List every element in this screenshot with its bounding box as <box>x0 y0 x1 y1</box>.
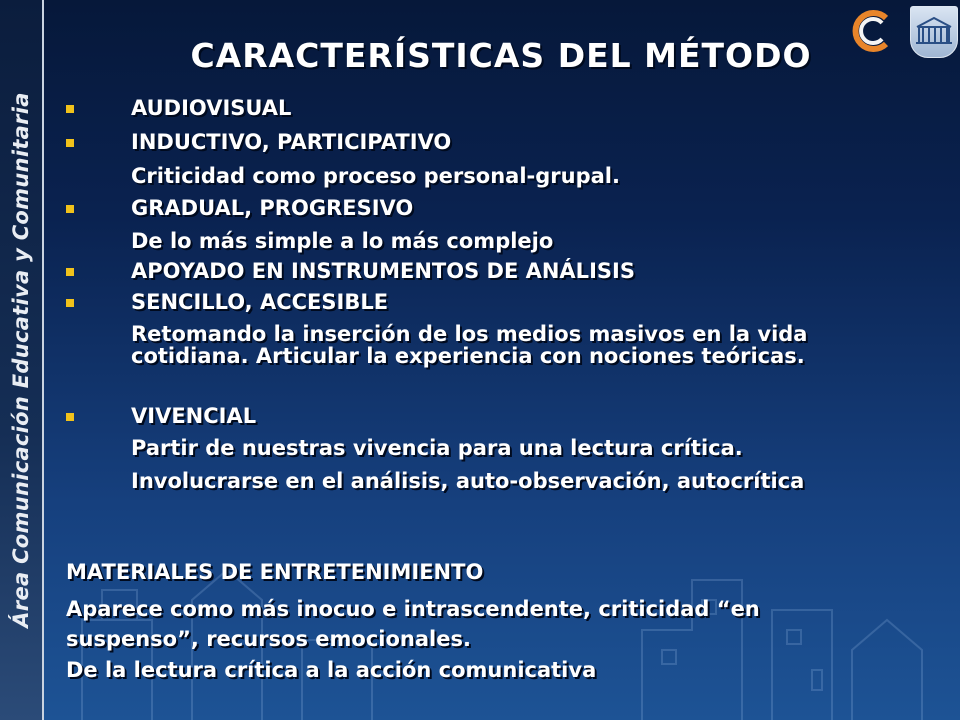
footer-heading: MATERIALES DE ENTRETENIMIENTO <box>66 560 484 584</box>
footer-line-2: suspenso”, recursos emocionales. <box>66 627 471 651</box>
list-item: APOYADO EN INSTRUMENTOS DE ANÁLISIS <box>131 259 635 283</box>
footer-line-3: De la lectura crítica a la acción comunicativa <box>66 658 597 682</box>
footer-line-1: Aparece como más inocuo e intrascendente, criticidad “en <box>66 597 760 621</box>
bullet-square-icon <box>66 299 74 307</box>
sidebar-label: Área Comunicación Educativa y Comunitaria <box>9 92 33 628</box>
list-item-detail: Retomando la inserción de los medios masivos en la vida cotidiana. Articular la experiencia con nociones teóricas. <box>131 322 808 368</box>
slide-title: CARACTERÍSTICAS DEL MÉTODO <box>190 36 812 75</box>
list-item: VIVENCIAL <box>131 404 257 428</box>
bullet-square-icon <box>66 105 74 113</box>
list-item-detail: Criticidad como proceso personal-grupal. <box>131 164 620 188</box>
list-item: AUDIOVISUAL <box>131 96 292 120</box>
sidebar-band <box>0 0 44 720</box>
bullet-square-icon <box>66 205 74 213</box>
list-item: INDUCTIVO, PARTICIPATIVO <box>131 130 452 154</box>
list-item: GRADUAL, PROGRESIVO <box>131 196 414 220</box>
list-item: SENCILLO, ACCESIBLE <box>131 290 389 314</box>
bullet-square-icon <box>66 139 74 147</box>
list-item-detail: Partir de nuestras vivencia para una lectura crítica. <box>131 436 743 460</box>
bullet-square-icon <box>66 413 74 421</box>
list-item-detail: De lo más simple a lo más complejo <box>131 229 554 253</box>
list-item-detail: Involucrarse en el análisis, auto-observación, autocrítica <box>131 469 805 493</box>
bullet-square-icon <box>66 268 74 276</box>
